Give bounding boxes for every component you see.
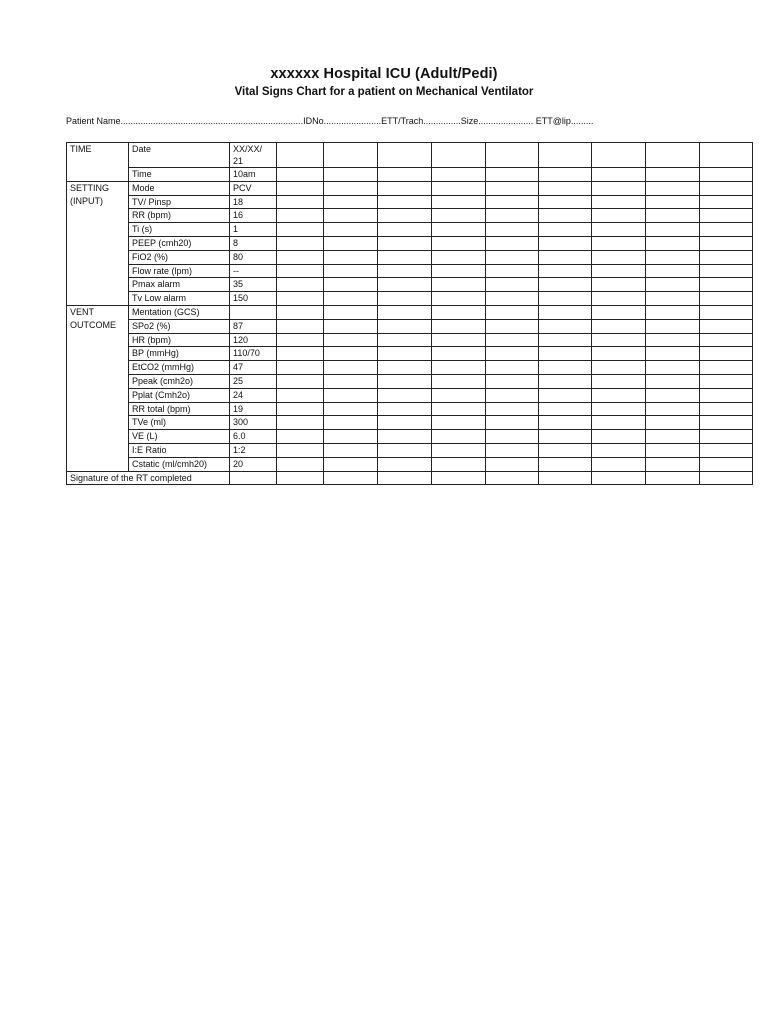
empty-cell [486,209,539,223]
group-label-setting: SETTING (INPUT) [67,181,129,305]
empty-cell [432,347,486,361]
empty-cell [646,305,700,319]
empty-cell [592,305,646,319]
empty-cell [378,319,432,333]
table-row [67,278,753,292]
empty-cell [539,292,592,306]
empty-cell [432,430,486,444]
empty-cell [378,430,432,444]
empty-cell [378,347,432,361]
table-row [67,402,753,416]
row-label: Time [129,168,230,182]
row-value: 20 [230,457,277,471]
empty-cell [486,430,539,444]
empty-cell [700,443,753,457]
empty-cell [277,143,324,168]
empty-cell [324,181,378,195]
empty-cell [539,223,592,237]
empty-cell [324,430,378,444]
empty-cell [539,333,592,347]
empty-cell [486,278,539,292]
empty-cell [378,333,432,347]
row-value: 25 [230,374,277,388]
empty-cell [539,195,592,209]
empty-cell [700,236,753,250]
table-row [67,250,753,264]
empty-cell [539,430,592,444]
row-value: 110/70 [230,347,277,361]
empty-cell [592,319,646,333]
row-label: Cstatic (ml/cmh20) [129,457,230,471]
empty-cell [277,195,324,209]
empty-cell [592,236,646,250]
table-row [67,333,753,347]
empty-cell [539,443,592,457]
empty-cell [592,430,646,444]
signature-cell [646,471,700,485]
row-value: 6.0 [230,430,277,444]
row-label: SPo2 (%) [129,319,230,333]
row-value: 300 [230,416,277,430]
empty-cell [486,223,539,237]
empty-cell [432,223,486,237]
empty-cell [378,361,432,375]
patient-info-line: Patient Name.........................................................................IDNo.......................ETT/Trach...............Size...................... ETT@lip......... [66,116,594,126]
empty-cell [700,347,753,361]
empty-cell [277,388,324,402]
row-value: 35 [230,278,277,292]
empty-cell [646,264,700,278]
empty-cell [539,209,592,223]
empty-cell [700,195,753,209]
empty-cell [592,416,646,430]
signature-cell [277,471,324,485]
empty-cell [646,143,700,168]
empty-cell [324,402,378,416]
empty-cell [700,209,753,223]
table-row [67,457,753,471]
empty-cell [486,457,539,471]
row-label: Pplat (Cmh2o) [129,388,230,402]
empty-cell [646,388,700,402]
empty-cell [592,278,646,292]
row-value: 19 [230,402,277,416]
empty-cell [486,374,539,388]
empty-cell [378,223,432,237]
empty-cell [277,236,324,250]
table-row [67,264,753,278]
row-label: Mode [129,181,230,195]
signature-cell [539,471,592,485]
empty-cell [592,388,646,402]
row-value: 87 [230,319,277,333]
table-row [67,319,753,333]
empty-cell [324,264,378,278]
empty-cell [378,305,432,319]
signature-cell [700,471,753,485]
empty-cell [432,250,486,264]
empty-cell [539,278,592,292]
empty-cell [277,347,324,361]
empty-cell [539,402,592,416]
empty-cell [277,292,324,306]
empty-cell [486,416,539,430]
empty-cell [592,195,646,209]
empty-cell [432,181,486,195]
empty-cell [592,223,646,237]
empty-cell [277,457,324,471]
empty-cell [486,195,539,209]
empty-cell [700,181,753,195]
empty-cell [324,443,378,457]
empty-cell [378,236,432,250]
empty-cell [378,264,432,278]
empty-cell [432,374,486,388]
empty-cell [646,443,700,457]
empty-cell [432,236,486,250]
empty-cell [592,181,646,195]
empty-cell [486,402,539,416]
empty-cell [646,223,700,237]
empty-cell [378,209,432,223]
empty-cell [700,250,753,264]
empty-cell [277,168,324,182]
row-label: I:E Ratio [129,443,230,457]
empty-cell [592,168,646,182]
empty-cell [646,319,700,333]
empty-cell [324,143,378,168]
row-value: 8 [230,236,277,250]
empty-cell [646,209,700,223]
empty-cell [592,347,646,361]
empty-cell [646,361,700,375]
empty-cell [592,292,646,306]
row-value: 80 [230,250,277,264]
empty-cell [539,457,592,471]
signature-cell [378,471,432,485]
empty-cell [324,292,378,306]
empty-cell [378,195,432,209]
empty-cell [324,250,378,264]
empty-cell [378,416,432,430]
empty-cell [539,264,592,278]
empty-cell [277,430,324,444]
empty-cell [432,143,486,168]
empty-cell [486,361,539,375]
empty-cell [646,168,700,182]
empty-cell [646,374,700,388]
row-label: FiO2 (%) [129,250,230,264]
empty-cell [432,278,486,292]
empty-cell [592,402,646,416]
row-label: VE (L) [129,430,230,444]
table-row [67,195,753,209]
empty-cell [646,416,700,430]
empty-cell [592,143,646,168]
empty-cell [486,388,539,402]
empty-cell [592,374,646,388]
empty-cell [432,457,486,471]
empty-cell [592,443,646,457]
page-title: xxxxxx Hospital ICU (Adult/Pedi) [270,66,498,82]
empty-cell [700,278,753,292]
group-label-outcome: VENT OUTCOME [67,305,129,471]
empty-cell [700,430,753,444]
group-label-time: TIME [67,143,129,182]
empty-cell [646,347,700,361]
empty-cell [700,143,753,168]
empty-cell [700,402,753,416]
empty-cell [700,223,753,237]
empty-cell [324,457,378,471]
empty-cell [486,250,539,264]
table-row-date [67,143,753,168]
empty-cell [277,209,324,223]
empty-cell [486,319,539,333]
empty-cell [700,361,753,375]
table-row-signature [67,471,753,485]
empty-cell [700,305,753,319]
vital-signs-table [66,142,753,485]
table-row [67,236,753,250]
empty-cell [539,236,592,250]
empty-cell [324,168,378,182]
empty-cell [432,416,486,430]
empty-cell [432,443,486,457]
empty-cell [378,374,432,388]
empty-cell [324,416,378,430]
empty-cell [324,195,378,209]
empty-cell [486,292,539,306]
row-value: 1 [230,223,277,237]
empty-cell [486,236,539,250]
row-label: Mentation (GCS) [129,305,230,319]
empty-cell [378,168,432,182]
row-label: Ppeak (cmh2o) [129,374,230,388]
empty-cell [277,319,324,333]
table-row-time [67,168,753,182]
table-row [67,430,753,444]
signature-cell [324,471,378,485]
empty-cell [277,374,324,388]
empty-cell [646,430,700,444]
row-value: PCV [230,181,277,195]
empty-cell [324,333,378,347]
signature-cell [230,471,277,485]
row-label: Tv Low alarm [129,292,230,306]
table-row [67,443,753,457]
empty-cell [378,388,432,402]
empty-cell [378,292,432,306]
empty-cell [486,443,539,457]
empty-cell [432,209,486,223]
empty-cell [324,278,378,292]
empty-cell [324,374,378,388]
empty-cell [700,319,753,333]
empty-cell [432,333,486,347]
empty-cell [277,250,324,264]
row-label: TVe (ml) [129,416,230,430]
empty-cell [378,402,432,416]
row-value: 16 [230,209,277,223]
empty-cell [539,181,592,195]
empty-cell [277,264,324,278]
page-subtitle: Vital Signs Chart for a patient on Mechanical Ventilator [234,86,534,98]
empty-cell [378,250,432,264]
signature-cell [432,471,486,485]
empty-cell [324,388,378,402]
empty-cell [432,195,486,209]
table-row [67,347,753,361]
row-value: -- [230,264,277,278]
empty-cell [646,457,700,471]
empty-cell [486,181,539,195]
empty-cell [324,305,378,319]
empty-cell [700,416,753,430]
empty-cell [378,457,432,471]
row-value: 18 [230,195,277,209]
empty-cell [277,333,324,347]
table-row [67,305,753,319]
empty-cell [592,361,646,375]
empty-cell [378,443,432,457]
empty-cell [486,305,539,319]
signature-cell [486,471,539,485]
empty-cell [700,374,753,388]
row-label: Ti (s) [129,223,230,237]
empty-cell [539,143,592,168]
empty-cell [432,292,486,306]
empty-cell [700,264,753,278]
row-label: EtCO2 (mmHg) [129,361,230,375]
table-row [67,388,753,402]
empty-cell [646,333,700,347]
row-label: PEEP (cmh20) [129,236,230,250]
empty-cell [432,264,486,278]
empty-cell [539,347,592,361]
row-value: 150 [230,292,277,306]
empty-cell [324,209,378,223]
row-label: HR (bpm) [129,333,230,347]
row-value: XX/XX/ 21 [230,143,277,168]
row-label: BP (mmHg) [129,347,230,361]
empty-cell [378,181,432,195]
empty-cell [324,223,378,237]
empty-cell [486,168,539,182]
empty-cell [539,374,592,388]
empty-cell [592,250,646,264]
empty-cell [277,402,324,416]
empty-cell [700,388,753,402]
row-label: RR (bpm) [129,209,230,223]
empty-cell [432,388,486,402]
empty-cell [646,236,700,250]
empty-cell [486,143,539,168]
row-value: 24 [230,388,277,402]
empty-cell [324,347,378,361]
row-value [230,305,277,319]
empty-cell [592,264,646,278]
table-row [67,181,753,195]
empty-cell [486,264,539,278]
table-row [67,223,753,237]
empty-cell [486,333,539,347]
empty-cell [700,168,753,182]
empty-cell [539,305,592,319]
empty-cell [646,181,700,195]
signature-label: Signature of the RT completed [67,471,230,485]
empty-cell [277,361,324,375]
row-value: 1:2 [230,443,277,457]
empty-cell [277,223,324,237]
row-label: Flow rate (lpm) [129,264,230,278]
table-row [67,361,753,375]
empty-cell [432,402,486,416]
table-row [67,292,753,306]
empty-cell [539,388,592,402]
empty-cell [324,236,378,250]
row-value: 120 [230,333,277,347]
table-row [67,416,753,430]
empty-cell [432,319,486,333]
empty-cell [592,333,646,347]
empty-cell [378,143,432,168]
empty-cell [700,333,753,347]
empty-cell [539,250,592,264]
empty-cell [539,361,592,375]
empty-cell [486,347,539,361]
empty-cell [646,250,700,264]
empty-cell [277,443,324,457]
empty-cell [432,361,486,375]
empty-cell [277,416,324,430]
empty-cell [432,168,486,182]
empty-cell [646,402,700,416]
table-row [67,209,753,223]
empty-cell [646,292,700,306]
row-label: Date [129,143,230,168]
empty-cell [324,361,378,375]
row-label: TV/ Pinsp [129,195,230,209]
empty-cell [277,278,324,292]
empty-cell [539,416,592,430]
empty-cell [592,209,646,223]
empty-cell [378,278,432,292]
empty-cell [646,195,700,209]
empty-cell [277,181,324,195]
row-label: Pmax alarm [129,278,230,292]
empty-cell [324,319,378,333]
empty-cell [700,292,753,306]
table-row [67,374,753,388]
empty-cell [592,457,646,471]
empty-cell [646,278,700,292]
row-label: RR total (bpm) [129,402,230,416]
empty-cell [539,319,592,333]
signature-cell [592,471,646,485]
empty-cell [432,305,486,319]
empty-cell [277,305,324,319]
row-value: 10am [230,168,277,182]
empty-cell [539,168,592,182]
empty-cell [700,457,753,471]
row-value: 47 [230,361,277,375]
